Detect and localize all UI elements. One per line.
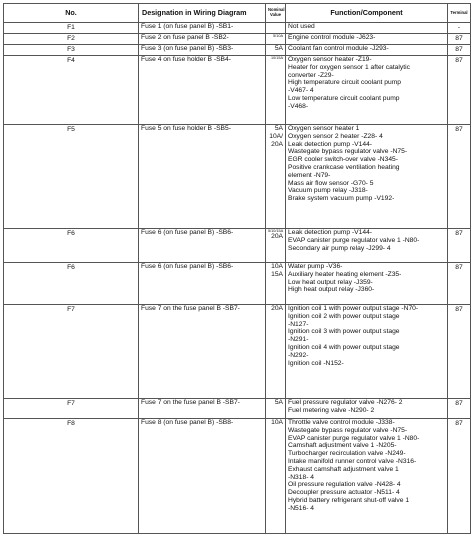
- fuse-designation: Fuse 8 (on fuse panel B) -SB8-: [139, 419, 266, 534]
- terminal: 87: [448, 399, 471, 419]
- nominal-value: [266, 263, 286, 305]
- function-line: Ignition coil 2 with power output stage: [288, 312, 400, 320]
- function-line: Low heat output relay -J359-: [288, 278, 373, 286]
- function-component: [286, 34, 448, 45]
- function-line: Water pump -V36-: [288, 263, 343, 270]
- fuse-designation: Fuse 1 (on fuse panel B) -SB1-: [139, 23, 266, 34]
- terminal: 87: [448, 45, 471, 56]
- function-line: Oxygen sensor heater -Z19-: [288, 56, 372, 63]
- fuse-designation: Fuse 6 (on fuse panel B) -SB6-: [139, 229, 266, 263]
- function-line: Secondary air pump relay -J299- 4: [288, 244, 391, 252]
- function-line: -N318- 4: [288, 473, 315, 481]
- function-line: Fuel pressure regulator valve -N276- 2: [288, 399, 403, 406]
- terminal: 87: [448, 34, 471, 45]
- fuse-number: F3: [4, 45, 139, 56]
- function-line: converter -Z29-: [288, 71, 334, 79]
- table-body: [4, 23, 471, 534]
- nominal-value: [266, 125, 286, 229]
- function-line: -V468-: [288, 102, 309, 110]
- function-line: Fuel metering valve -N290- 2: [288, 406, 375, 414]
- function-line: EGR cooler switch-over valve -N345-: [288, 156, 399, 164]
- nominal-value: [266, 45, 286, 56]
- fuse-designation: Fuse 4 on fuse holder B -SB4-: [139, 56, 266, 125]
- function-line: -N127-: [288, 320, 309, 328]
- function-line: element -N79-: [288, 171, 331, 179]
- function-line: Leak detection pump -V144-: [288, 140, 373, 148]
- nominal-value-line: 10A/: [269, 132, 283, 140]
- table-row: [4, 56, 471, 125]
- function-line: Mass air flow sensor -G70- 5: [288, 179, 374, 187]
- terminal: 87: [448, 419, 471, 534]
- function-line: Coolant fan control module -J293-: [288, 45, 389, 52]
- header-function: Function/Component: [286, 4, 448, 23]
- table-row: [4, 125, 471, 229]
- function-component: [286, 305, 448, 399]
- function-line: Throttle valve control module -J338-: [288, 419, 395, 426]
- function-component: [286, 125, 448, 229]
- function-line: Oil pressure regulation valve -N428- 4: [288, 481, 401, 489]
- table-row: [4, 399, 471, 419]
- fuse-designation: Fuse 7 on the fuse panel B -SB7-: [139, 305, 266, 399]
- function-line: Wastegate bypass regulator valve -N75-: [288, 426, 408, 434]
- header-designation: Designation in Wiring Diagram: [139, 4, 266, 23]
- header-no: No.: [4, 4, 139, 23]
- table-row: [4, 34, 471, 45]
- function-component: [286, 399, 448, 419]
- fuse-designation: Fuse 2 on fuse panel B -SB2-: [139, 34, 266, 45]
- function-line: High temperature circuit coolant pump: [288, 79, 401, 87]
- function-line: Engine control module -J623-: [288, 34, 376, 41]
- table-row: [4, 23, 471, 34]
- function-line: Not used: [288, 23, 315, 30]
- nominal-value-line: 5A: [274, 399, 283, 406]
- function-line: -V467- 4: [288, 87, 314, 95]
- table-row: [4, 45, 471, 56]
- function-line: Turbocharger recirculation valve -N249-: [288, 450, 406, 458]
- function-line: -N292-: [288, 351, 309, 359]
- function-line: High heat output relay -J360-: [288, 286, 375, 294]
- table-row: [4, 305, 471, 399]
- fuse-number: F6: [4, 263, 139, 305]
- fuse-number: F6: [4, 229, 139, 263]
- nominal-value-line: 20A: [271, 233, 283, 241]
- nominal-value: [266, 56, 286, 125]
- function-component: [286, 419, 448, 534]
- nominal-value: [266, 23, 286, 34]
- fuse-table: [3, 3, 471, 534]
- function-line: Exhaust camshaft adjustment valve 1: [288, 465, 399, 473]
- function-line: Ignition coil -N152-: [288, 359, 344, 367]
- nominal-value: [266, 399, 286, 419]
- nominal-value-line: 15A: [271, 270, 283, 278]
- function-line: Camshaft adjustment valve 1 -N205-: [288, 442, 397, 450]
- function-line: Oxygen sensor heater 1: [288, 125, 360, 132]
- nominal-value-line: 5/10A: [273, 34, 283, 38]
- nominal-value: [266, 34, 286, 45]
- fuse-number: F5: [4, 125, 139, 229]
- function-line: Leak detection pump -V144-: [288, 229, 373, 236]
- nominal-value: [266, 305, 286, 399]
- function-line: Decoupler pressure actuator -N511- 4: [288, 489, 400, 497]
- nominal-value-line: 5/10/15A: [268, 229, 284, 233]
- terminal: 87: [448, 56, 471, 125]
- nominal-value-line: 10A: [271, 263, 283, 270]
- fuse-number: F2: [4, 34, 139, 45]
- table-row: [4, 419, 471, 534]
- fuse-table-sheet: [3, 3, 470, 534]
- function-line: EVAP canister purge regulator valve 1 -N80-: [288, 236, 420, 244]
- nominal-value-line: 5A: [274, 125, 283, 132]
- function-component: [286, 45, 448, 56]
- nominal-value: [266, 419, 286, 534]
- header-nominal-value: Nominal Value: [266, 4, 286, 23]
- terminal: -: [448, 23, 471, 34]
- header-terminal: Terminal: [448, 4, 471, 23]
- terminal: 87: [448, 263, 471, 305]
- function-line: EVAP canister purge regulator valve 1 -N80-: [288, 434, 420, 442]
- function-line: Intake manifold runner control valve -N316-: [288, 457, 417, 465]
- function-component: [286, 56, 448, 125]
- nominal-value-line: 20A: [271, 140, 283, 148]
- function-line: Low temperature circuit coolant pump: [288, 94, 400, 102]
- function-line: Oxygen sensor 2 heater -Z28- 4: [288, 132, 383, 140]
- function-line: -N516- 4: [288, 504, 315, 512]
- function-line: Positive crankcase ventilation heating: [288, 163, 400, 171]
- function-component: [286, 23, 448, 34]
- function-line: Wastegate bypass regulator valve -N75-: [288, 148, 408, 156]
- function-component: [286, 229, 448, 263]
- fuse-number: F7: [4, 399, 139, 419]
- function-line: Ignition coil 3 with power output stage: [288, 328, 400, 336]
- fuse-designation: Fuse 5 on fuse holder B -SB5-: [139, 125, 266, 229]
- fuse-designation: Fuse 6 (on fuse panel B) -SB6-: [139, 263, 266, 305]
- nominal-value-line: 5A: [274, 45, 283, 52]
- function-line: -N291-: [288, 336, 309, 344]
- fuse-number: F7: [4, 305, 139, 399]
- fuse-designation: Fuse 3 (on fuse panel B) -SB3-: [139, 45, 266, 56]
- function-line: Auxiliary heater heating element -Z35-: [288, 270, 402, 278]
- nominal-value: [266, 229, 286, 263]
- terminal: 87: [448, 229, 471, 263]
- function-line: Brake system vacuum pump -V192-: [288, 195, 395, 203]
- function-line: Heater for oxygen sensor 1 after catalytic: [288, 63, 410, 71]
- fuse-number: F1: [4, 23, 139, 34]
- fuse-number: F8: [4, 419, 139, 534]
- function-line: Ignition coil 1 with power output stage -N70-: [288, 305, 419, 312]
- function-line: Vacuum pump relay -J318-: [288, 187, 368, 195]
- function-line: Ignition coil 4 with power output stage: [288, 343, 400, 351]
- table-row: [4, 263, 471, 305]
- nominal-value-line: 10A: [271, 419, 283, 426]
- fuse-designation: Fuse 7 on the fuse panel B -SB7-: [139, 399, 266, 419]
- table-header-row: [4, 4, 471, 23]
- table-row: [4, 229, 471, 263]
- nominal-value-line: 20A: [271, 305, 283, 312]
- nominal-value-line: 10/15A: [270, 56, 283, 60]
- terminal: 87: [448, 305, 471, 399]
- function-line: Hybrid battery refrigerant shut-off valve 1: [288, 496, 410, 504]
- fuse-number: F4: [4, 56, 139, 125]
- function-component: [286, 263, 448, 305]
- terminal: 87: [448, 125, 471, 229]
